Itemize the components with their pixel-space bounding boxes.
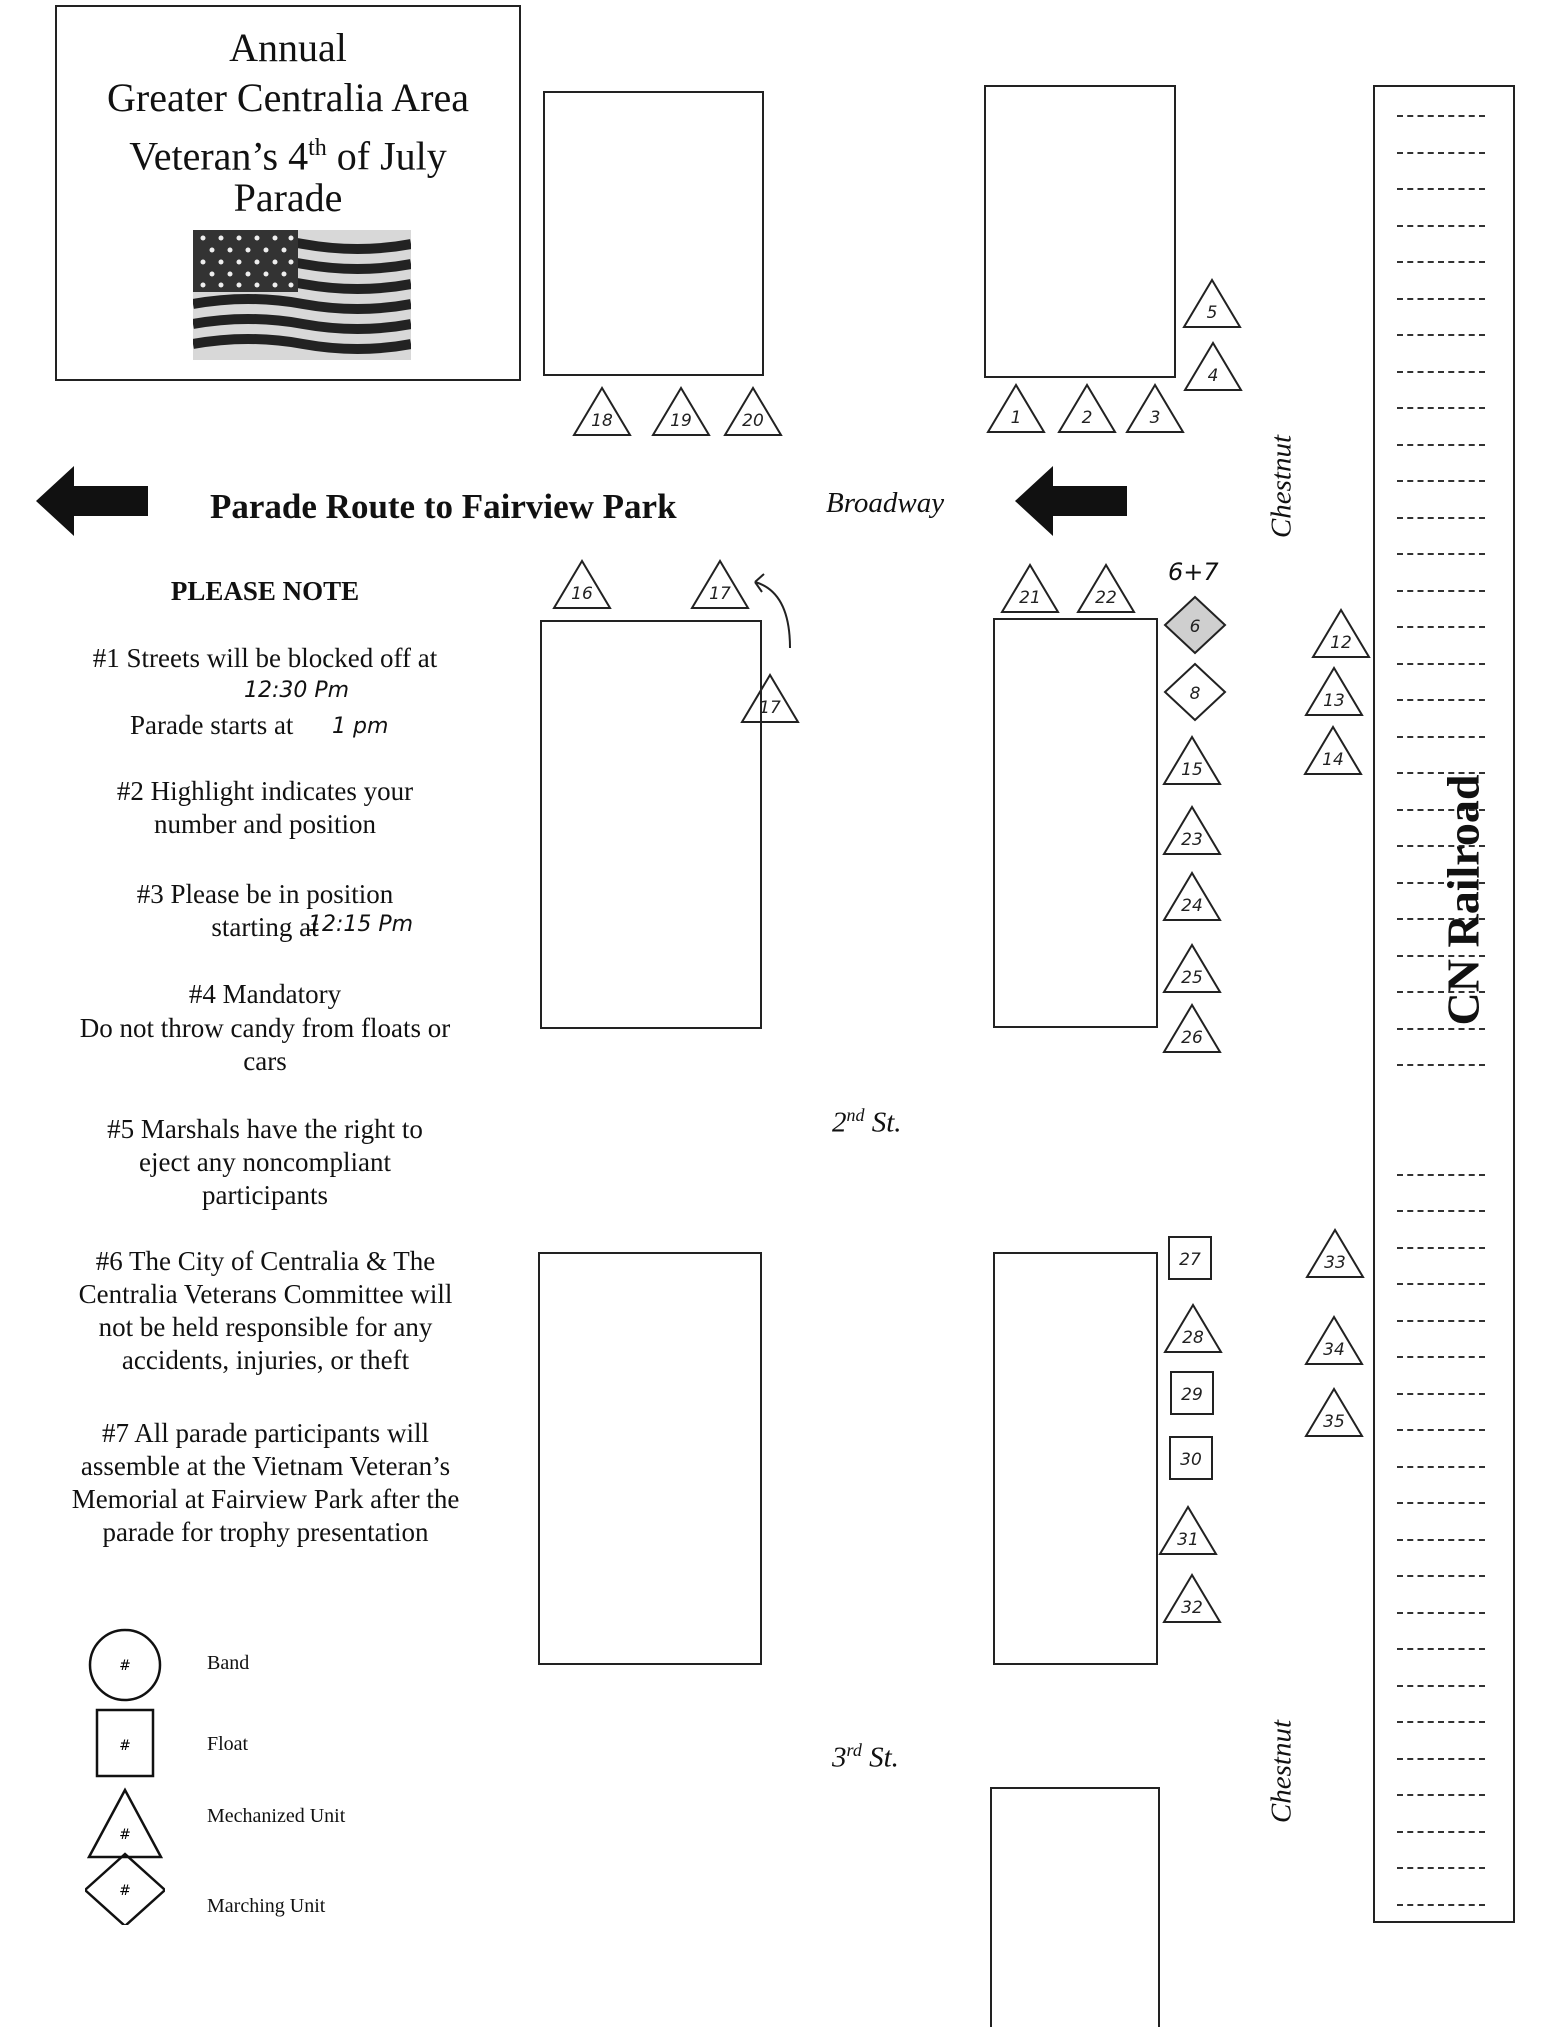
- title-line-annual: Annual: [229, 25, 347, 70]
- unit-number: 4: [1207, 366, 1219, 386]
- unit-2-mechanized: [1059, 385, 1115, 432]
- unit-21-mechanized: [1002, 565, 1058, 612]
- note-4-title: #4 Mandatory: [188, 979, 342, 1009]
- unit-14-mechanized: [1305, 727, 1361, 774]
- unit-number: 5: [1206, 303, 1218, 323]
- note-1: #1 Streets will be blocked off at: [92, 643, 438, 673]
- unit-13-mechanized: [1306, 668, 1362, 715]
- unit-3-mechanized: [1127, 385, 1183, 432]
- unit-26-mechanized: [1164, 1005, 1220, 1052]
- unit-number: 25: [1181, 968, 1203, 988]
- unit-number: 3: [1149, 408, 1161, 428]
- legend-band-label: Band: [207, 1652, 250, 1674]
- street-3rd-tail: St.: [861, 1741, 899, 1774]
- unit-1-mechanized: [988, 385, 1044, 432]
- unit-5-mechanized: [1184, 280, 1240, 327]
- unit-number: 31: [1177, 1530, 1199, 1550]
- note-3: #3 Please be in position starting at: [136, 879, 394, 942]
- unit-31-mechanized: [1160, 1507, 1216, 1554]
- railroad-label: CN Railroad: [1437, 774, 1489, 1026]
- unit-27-float: [1169, 1237, 1211, 1279]
- unit-number: 19: [670, 411, 692, 431]
- street-broadway: Broadway: [826, 487, 945, 519]
- street-2nd-number: 2: [832, 1106, 847, 1139]
- unit-number: 20: [742, 411, 764, 431]
- unit-number: 1: [1010, 408, 1022, 428]
- title-of-july: of July: [326, 133, 447, 179]
- notes-heading: PLEASE NOTE: [170, 576, 360, 606]
- note-7: #7 All parade participants will assemble at the Vietnam Veteran’s Memorial at Fairview Park after the parade for trophy presentation: [71, 1418, 460, 1547]
- unit-25-mechanized: [1164, 945, 1220, 992]
- route-label: Parade Route to Fairview Park: [210, 487, 677, 526]
- unit-6-marching: [1165, 597, 1225, 653]
- unit-18-mechanized: [574, 388, 630, 435]
- note-1-time: 12:30 Pm: [244, 678, 350, 703]
- unit-number: 18: [591, 411, 613, 431]
- unit-15-mechanized: [1164, 737, 1220, 784]
- title-line-area: Greater Centralia Area: [106, 75, 469, 120]
- unit-number: 22: [1095, 588, 1117, 608]
- note-5: #5 Marshals have the right to eject any noncompliant participants: [107, 1114, 423, 1210]
- unit-16-mechanized: [554, 561, 610, 608]
- title-th-superscript: th: [308, 135, 327, 161]
- legend-mechanized-label: Mechanized Unit: [207, 1805, 346, 1827]
- unit-12-mechanized: [1313, 610, 1369, 657]
- unit-number: 13: [1323, 691, 1345, 711]
- street-3rd-number: 3: [832, 1741, 847, 1774]
- unit-number: 6: [1189, 617, 1201, 637]
- unit-28-mechanized: [1165, 1305, 1221, 1352]
- unit-number: 2: [1081, 408, 1093, 428]
- note-4-text: Do not throw candy from floats or cars: [79, 1013, 451, 1076]
- unit-number: 16: [571, 584, 593, 604]
- note-3-time: 12:15 Pm: [308, 912, 414, 937]
- unit-23-mechanized: [1164, 807, 1220, 854]
- note-1b: Parade starts at: [130, 710, 294, 740]
- unit-34-mechanized: [1306, 1317, 1362, 1364]
- unit-number: 14: [1322, 750, 1344, 770]
- unit-number: 28: [1182, 1328, 1204, 1348]
- street-2nd-tail: St.: [864, 1106, 902, 1139]
- unit-number: 27: [1179, 1250, 1201, 1270]
- unit-24-mechanized: [1164, 873, 1220, 920]
- unit-number: 15: [1181, 760, 1203, 780]
- unit-number: 17: [709, 584, 731, 604]
- annotation-six-seven: 6+7: [1168, 558, 1219, 586]
- street-chestnut-top: Chestnut: [1265, 434, 1298, 539]
- unit-number: 23: [1181, 830, 1203, 850]
- unit-number: 29: [1181, 1385, 1203, 1405]
- unit-8-marching: [1165, 664, 1225, 720]
- title-line-parade: Parade: [233, 175, 343, 220]
- unit-number: 32: [1181, 1598, 1203, 1618]
- unit-number: 34: [1323, 1340, 1345, 1360]
- legend-marching-label: Marching Unit: [207, 1895, 326, 1917]
- note-2: #2 Highlight indicates your number and position: [116, 776, 414, 839]
- unit-20-mechanized: [725, 388, 781, 435]
- unit-19-mechanized: [653, 388, 709, 435]
- unit-29-float: [1171, 1372, 1213, 1414]
- unit-35-mechanized: [1306, 1389, 1362, 1436]
- unit-number: 21: [1019, 588, 1041, 608]
- unit-number: 26: [1181, 1028, 1203, 1048]
- unit-4-mechanized: [1185, 343, 1241, 390]
- unit-17-mechanized: [692, 561, 748, 608]
- unit-17-mechanized: [742, 675, 798, 722]
- unit-number: 12: [1330, 633, 1352, 653]
- legend-marching-symbol: #: [119, 1883, 131, 1899]
- unit-22-mechanized: [1078, 565, 1134, 612]
- unit-33-mechanized: [1307, 1230, 1363, 1277]
- legend-float-symbol: #: [119, 1738, 131, 1754]
- legend-band-symbol: #: [119, 1658, 131, 1674]
- note-1b-time: 1 pm: [332, 714, 389, 739]
- unit-number: 30: [1180, 1450, 1202, 1470]
- street-3rd-suffix: rd: [846, 1740, 862, 1760]
- title-veterans-text: Veteran’s 4: [129, 133, 309, 179]
- unit-number: 33: [1324, 1253, 1346, 1273]
- legend-float-label: Float: [207, 1733, 249, 1755]
- note-6: #6 The City of Centralia & The Centralia Veterans Committee will not be held responsible for any accidents, injuries, or theft: [78, 1246, 453, 1375]
- legend-mechanized-symbol: #: [119, 1827, 131, 1843]
- unit-number: 17: [759, 698, 781, 718]
- street-chestnut-bottom: Chestnut: [1265, 1719, 1298, 1824]
- unit-number: 35: [1323, 1412, 1345, 1432]
- unit-number: 24: [1181, 896, 1203, 916]
- unit-number: 8: [1189, 684, 1201, 704]
- unit-30-float: [1170, 1437, 1212, 1479]
- unit-32-mechanized: [1164, 1575, 1220, 1622]
- street-2nd-suffix: nd: [846, 1105, 865, 1125]
